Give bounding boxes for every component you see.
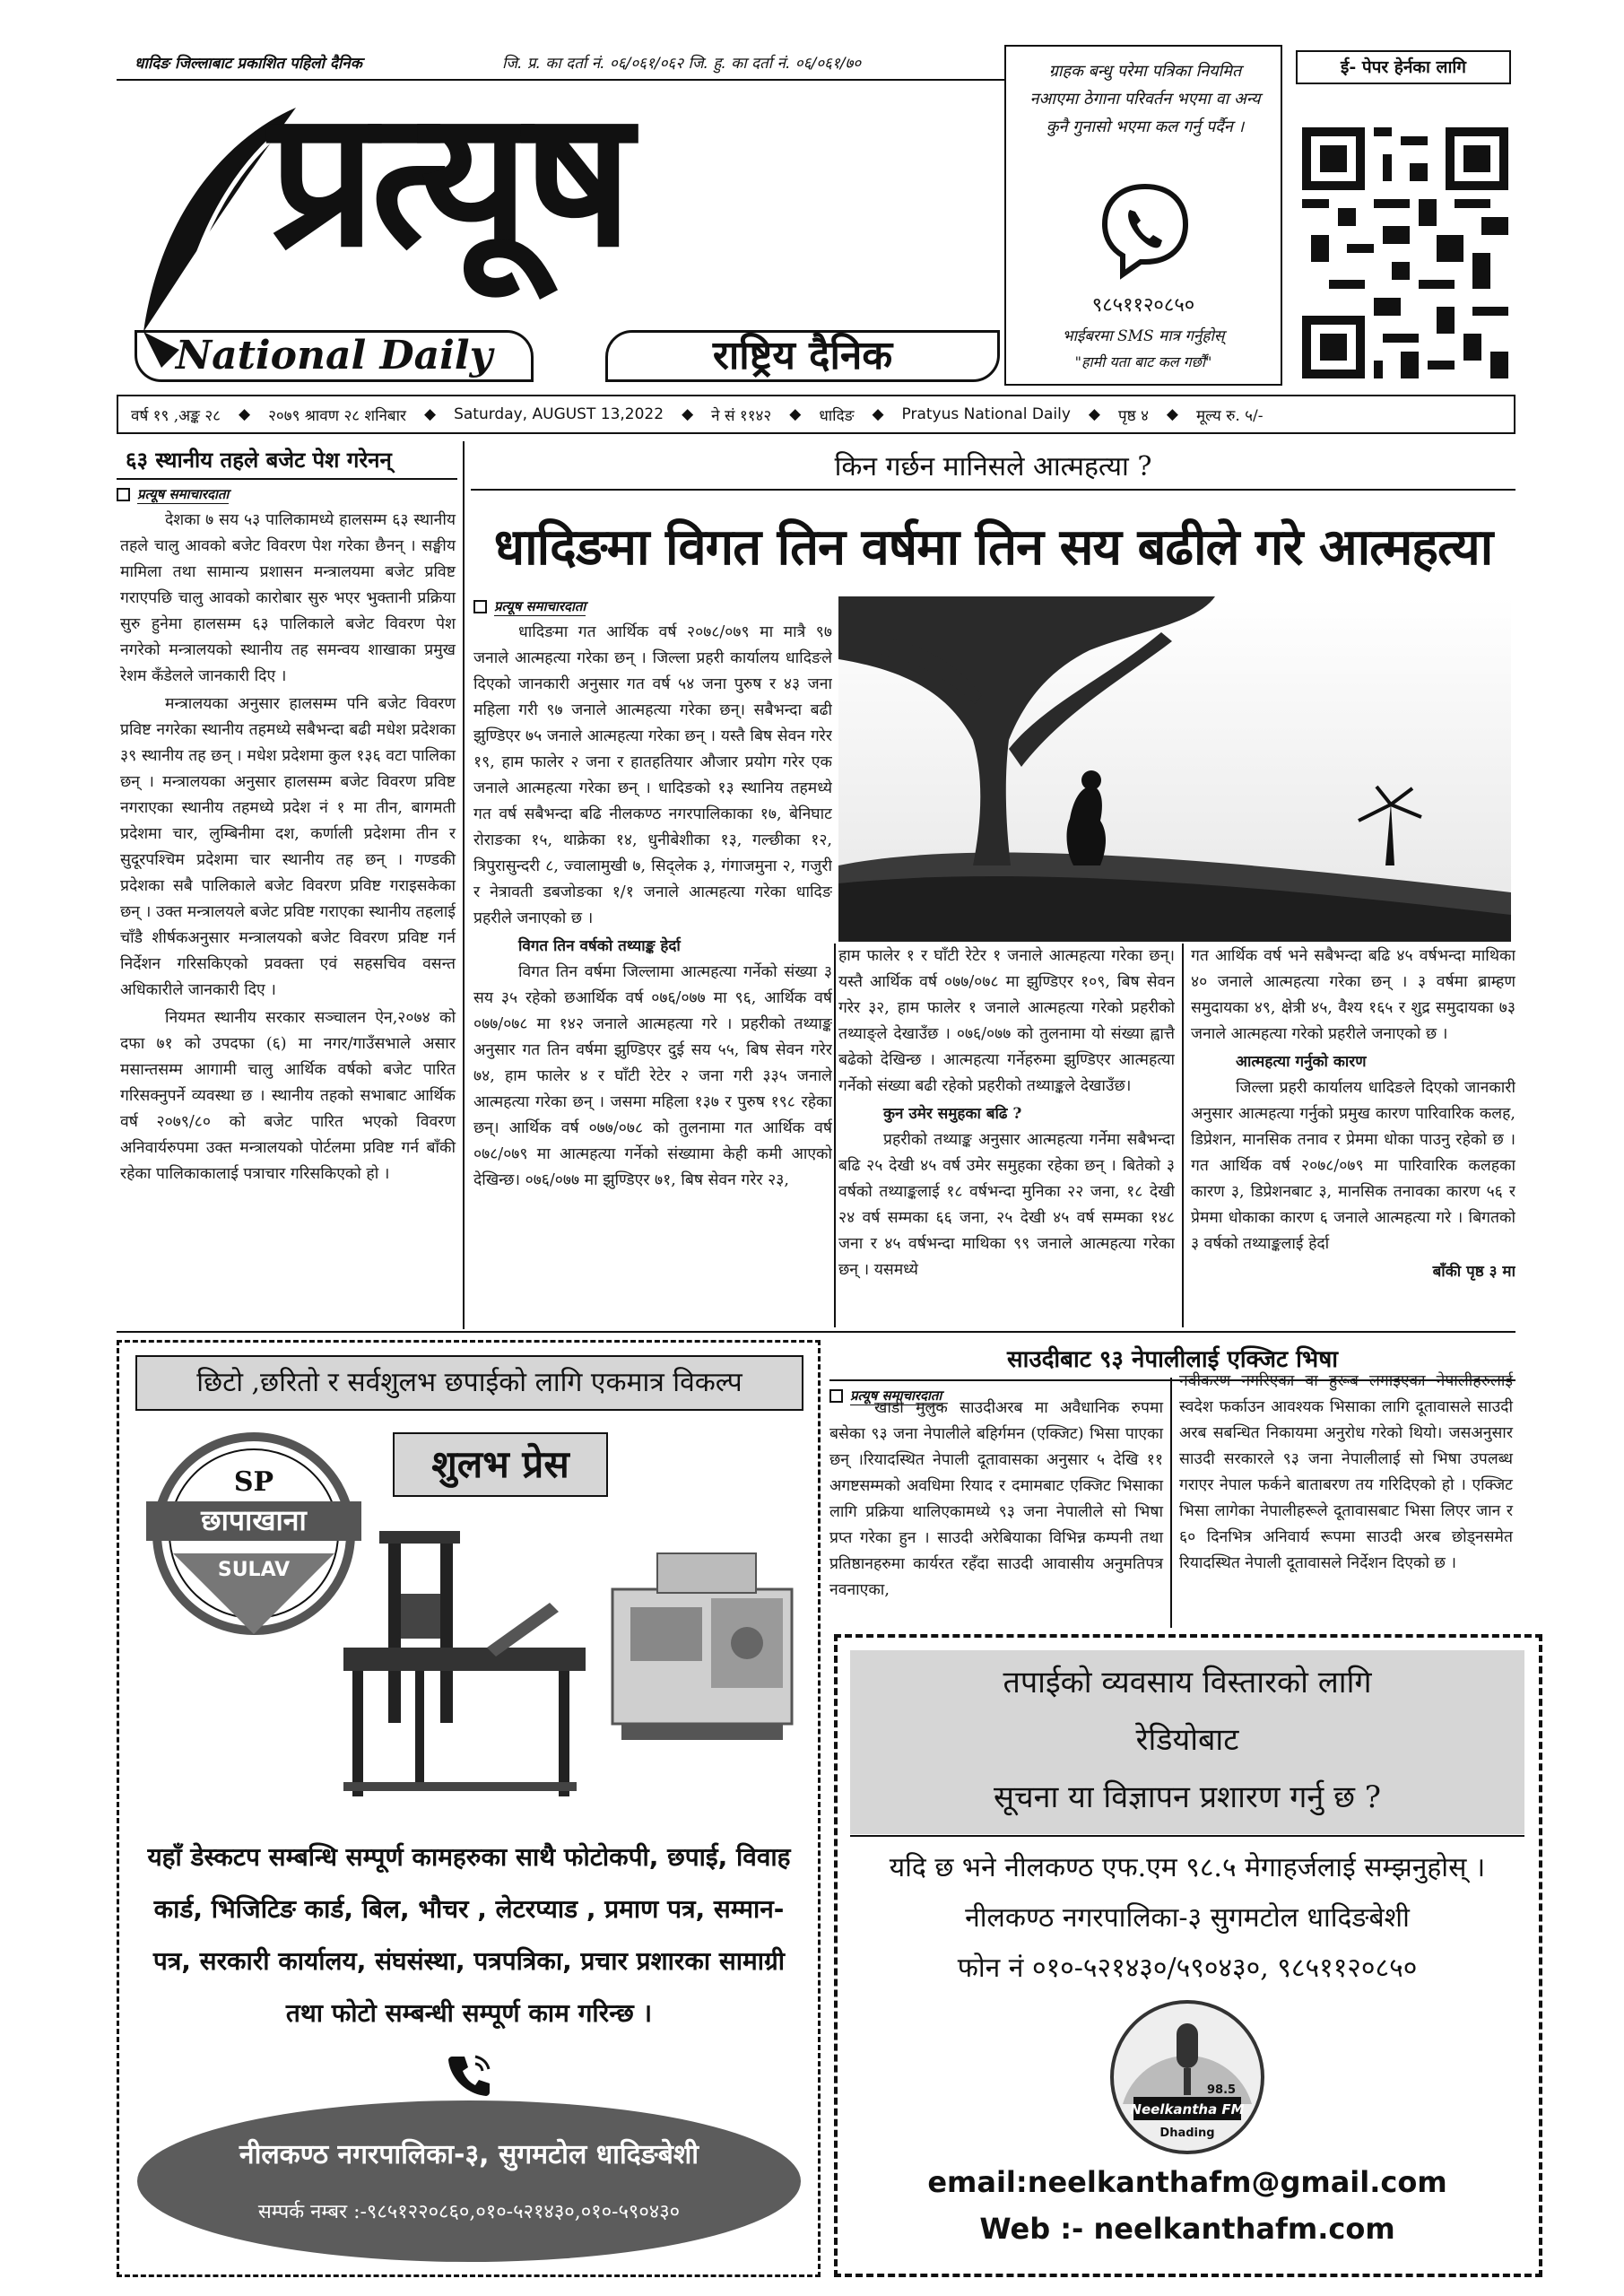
saudi-article-col2: नवीकरण नगरिएका वा हुरूब लगाइएका नेपालीहरुलाई स्वदेश फर्काउन आवश्यक भिसाका लागि दूतावासले साउदी अरब सबन्धित निकायमा अनुरोध गरेको थियो। जसअनुसार साउदी सरकारले ९३ जना नेपालीलाई सो भिषा उपलब्ध गराएर नेपाल फर्कने बाताबरण तय गरिदिएको हो । एक्जिट भिसा लागेका नेपालीहरूले दूतावासबाट भिसा लिएर जान र ६० दिनभित्र अनिवार्य रूपमा साउदी अरब छोड्नसमेत रियादस्थित नेपाली दूतावासले निर्देशन दिएको छ । — [1179, 1372, 1513, 1572]
main-article-col3 — [1191, 944, 1515, 1327]
main-paragraph: धादिङमा गत आर्थिक वर्ष २०७८/०७९ मा मात्रै ९७ जनाले आत्महत्या गरेका छन् । जिल्ला प्रहरी कार्यालय धादिङले दिएको जानकारी अनुसार गत वर्ष ५४ जना पुरुष र ४३ जना महिला गरी ९७ जनाले आत्महत्या गरेका छन्। सबैभन्दा बढी झुण्डिएर ७५ जनाले आत्महत्या गरेका छन् । यस्तै बिष सेवन गरेर १९, हाम फालेर २ जना र हातहतियार औजार प्रयोग गरेर एक जनाले आत्महत्या गरेका छन् । धादिङको १३ स्थानिय तहमध्ये गत वर्ष सबैभन्दा बढि नीलकण्ठ नगरपालिकाका १७, बेनिघाट रोराङका १५, थाक्रेका १४, धुनीबेशीका १३, गल्छीका १२, त्रिपुरासुन्दरी ८, ज्वालामुखी ७, सिद्लेक ३, गंगाजमुना २, गजुरी र नेत्रावती डबजोङका १/१ जनाले आत्महत्या गरेका धादिङ प्रहरीले जनाएको छ । — [473, 623, 832, 927]
radio-ad-line4: यदि छ भने नीलकण्ठ एफ.एम ९८.५ मेगाहर्जलाई सम्झनुहोस् । — [889, 1852, 1486, 1883]
main-subhead: विगत तिन वर्षको तथ्याङ्क हेर्दा — [518, 937, 681, 955]
masthead — [117, 45, 1004, 386]
radio-ad-email[interactable]: email:neelkanthafm@gmail.com — [927, 2165, 1447, 2199]
dateline-bar: वर्ष १९ ,अङ्क २८ ◆ २०७९ श्रावण २८ शनिबार ◆ Saturday, AUGUST 13,2022 ◆ ने सं ११४२ ◆ धादिङ ◆ Pratyus National Daily ◆ पृष्ठ ४ ◆ मूल्य रु. ५/- — [117, 395, 1515, 434]
volume-issue: वर्ष १९ ,अङ्क २८ — [131, 406, 221, 425]
radio-ad-line1: तपाईको व्यवसाय विस्तारको लागि — [1003, 1665, 1372, 1700]
main-paragraph: प्रहरीको तथ्याङ्क अनुसार आत्महत्या गर्नेमा सबैभन्दा बढि २५ देखी ४५ वर्ष उमेर समुहका रहेका छन् । बितेको ३ वर्षको तथ्याङ्कलाई १८ वर्षभन्दा मुनिका २२ जना, १८ देखी २४ वर्ष सम्मका ६६ जना, २५ देखी ४५ वर्ष सम्मका १४८ जना र ४५ वर्षभन्दा माथिका ९९ जनाले आत्महत्या गरेका छन् । यसमध्ये — [838, 1131, 1175, 1279]
radio-ad-line2: रेडियोबाट — [1135, 1722, 1239, 1758]
nepali-nameplate — [605, 330, 1000, 382]
ad-brand-box — [393, 1432, 608, 1497]
viber-sms-note: भाईबरमा SMS मात्र गर्नुहोस् — [1062, 327, 1225, 345]
price: मूल्य रु. ५/- — [1196, 406, 1264, 425]
saudi-article-byline: प्रत्यूष समाचारदाता — [829, 1387, 1515, 1405]
main-article-col1 — [473, 592, 832, 1327]
radio-fm-ad — [834, 1634, 1542, 2277]
continued-notice: बाँकी पृष्ठ ३ मा — [1432, 1263, 1515, 1281]
main-paragraph: गत आर्थिक वर्ष भने सबैभन्दा बढि ४५ वर्षभन्दा माथिका ४० जनाले आत्महत्या गरेका छन् । ३ वर्षमा ब्राम्हण समुदायका ४९, क्षेत्री ४५, वैश्य १६५ र शुद्र समुदायका ७३ जनाले आत्महत्या गरेको प्रहरीले जनाएको छ । — [1191, 947, 1515, 1043]
ad-contact-number: सम्पर्क नम्बर :-९८५१२२०८६०,०१०-५२१४३०,०१०-५९०४३० — [257, 2201, 681, 2223]
main-article-headline: धादिङमा विगत तिन वर्षमा तिन सय बढीले गरे आत्महत्या — [493, 518, 1493, 577]
main-article-kicker: किन गर्छन मानिसले आत्महत्या ? — [834, 451, 1152, 483]
top-left-note: धादिङ जिल्लाबाट प्रकाशित पहिलो दैनिक — [135, 55, 362, 73]
subscriber-info-box — [1004, 45, 1282, 386]
print-press-ad — [117, 1340, 821, 2277]
ad-description: यहाँ डेस्कटप सम्बन्धि सम्पूर्ण कामहरुका साथै फोटोकपी, छपाई, विवाह कार्ड, भिजिटिङ कार्ड, बिल, भौचर , लेटरप्याड , प्रमाण पत्र, सम्मान-पत्र, सरकारी कार्यालय, संघसंस्था, पत्रपत्रिका, प्रचार प्रशारका सामाग्री तथा फोटो सम्बन्धी सम्पूर्ण काम गरिन्छ । — [147, 1842, 791, 2028]
epaper-label-box — [1296, 50, 1511, 84]
english-date: Saturday, AUGUST 13,2022 — [454, 405, 664, 423]
viber-quote: "हामी यता बाट कल गर्छौं" — [1074, 353, 1212, 370]
main-subhead: कुन उमेर समुहका बढि ? — [883, 1105, 1022, 1123]
saudi-article-headline: साउदीबाट ९३ नेपालीलाई एक्जिट भिषा — [829, 1336, 1515, 1381]
viber-icon — [1096, 181, 1194, 280]
phone-icon — [447, 2051, 493, 2098]
left-article-headline: ६३ स्थानीय तहले बजेट पेश गरेनन् — [117, 441, 457, 480]
main-paragraph: जिल्ला प्रहरी कार्यालय धादिङले दिएको जानकारी अनुसार आत्महत्या गर्नुको प्रमुख कारण पारिवारिक कलह, डिप्रेशन, मानसिक तनाव र प्रेममा धोका पाउनु रहेको छ । गत आर्थिक वर्ष २०७८/०७९ मा पारिवारिक कलहका कारण ३, डिप्रेशनबाट ३, मानसिक तनावका कारण ५६ र प्रेममा धोकाका कारण ६ जनाले आत्महत्या गरे । बिगतको ३ वर्षको तथ्याङ्कलाई हेर्दा — [1191, 1079, 1515, 1253]
ad-tagline: छिटो ,छरितो र सर्वशुलभ छपाईको लागि एकमात्र विकल्प — [196, 1367, 743, 1398]
radio-ad-grey-panel — [850, 1650, 1524, 1834]
left-article-body — [117, 508, 457, 1187]
saudi-article — [829, 1336, 1515, 1628]
epaper-qr-code[interactable] — [1302, 127, 1508, 378]
logo-initials: SP — [233, 1466, 274, 1498]
radio-ad-line3: सूचना या विज्ञापन प्रशारण गर्नु छ ? — [994, 1779, 1381, 1815]
epaper-panel — [1282, 45, 1515, 386]
main-article-col2 — [838, 944, 1175, 1327]
offset-press-machine-image — [604, 1535, 805, 1751]
radio-ad-address: नीलकण्ठ नगरपालिका-३ सुगमटोल धादिङबेशी — [965, 1902, 1410, 1934]
left-article-byline: प्रत्यूष समाचारदाता — [117, 485, 457, 504]
lonely-woman-under-tree-photo — [838, 596, 1511, 942]
page-number: पृष्ठ ४ — [1118, 406, 1149, 425]
paper-name: Pratyus National Daily — [901, 405, 1071, 423]
main-paragraph: विगत तिन वर्षमा जिल्लामा आत्महत्या गर्नेको संख्या ३ सय ३५ रहेको छआर्थिक वर्ष ०७६/०७७ मा ९६, आर्थिक वर्ष ०७७/०७८ मा १४२ जनाले आत्महत्या गरे । प्रहरीको तथ्याङ्क अनुसार गत तिन वर्षमा झुण्डिएर दुई सय ५५, बिष सेवन गरेर ७४, हाम फालेर ४ र घाँटी रेटेर २ जना गरी ३३५ जनाले आत्महत्या गरेका छन् । जसमा महिला १३७ र पुरुष १९८ रहेका छन्। आर्थिक वर्ष ०७७/०७८ को तुलनामा गत आर्थिक वर्ष ०७८/०७९ मा आत्महत्या गर्नेको संख्यामा केही कमी आएको देखिन्छ। ०७६/०७७ मा झुण्डिएर ७१, बिष सेवन गरेर २३, — [473, 963, 832, 1189]
ad-tagline-box — [135, 1355, 803, 1411]
hand-press-machine-image — [326, 1513, 595, 1809]
radio-ad-website[interactable]: Web :- neelkanthafm.com — [979, 2212, 1395, 2246]
english-name: National Daily — [175, 333, 493, 378]
epaper-label: ई- पेपर हेर्नका लागि — [1341, 57, 1466, 77]
english-nameplate — [135, 330, 534, 382]
left-article-paragraph: नियमत स्थानीय सरकार सञ्चालन ऐन,२०७४ को दफा ७१ को उपदफा (६) मा नगर/गाउँसभाले असार मसान्तसम्म आगामी चालु आर्थिक वर्षको बजेट पारित गरिसक्नुपर्ने व्यवस्था छ । स्थानीय तहको सभाबाट आर्थिक वर्ष २०७९/८० को बजेट पारित भएको विवरण अनिवार्यरुपमा उक्त मन्त्रालयको पोर्टलमा प्रविष्ट गर्न बाँकी रहेका पालिकाकालाई पत्राचार गरिसकिएको हो । — [120, 1009, 456, 1183]
main-paragraph: हाम फालेर १ र घाँटी रेटेर १ जनाले आत्महत्या गरेका छन्। यस्तै आर्थिक वर्ष ०७७/०७८ मा झुण्डिएर १०९, बिष सेवन गरेर ३२, हाम फालेर १ जनाले आत्महत्या गरेको प्रहरीको तथ्याङ्ले देखाउँछ । ०७६/०७७ को तुलनामा यो संख्या ह्वात्तै बढेको देखिन्छ । आत्महत्या गर्नेहरुमा झुण्डिएर आत्महत्या गर्नेको संख्या बढी रहेको प्रहरीको तथ्याङ्कले देखाउँछ। — [838, 947, 1175, 1095]
left-article — [117, 441, 457, 1327]
nepali-name: राष्ट्रिय दैनिक — [712, 333, 893, 378]
masthead-title: प्रत्यूष — [269, 69, 628, 289]
issue-number: ने सं ११४२ — [711, 406, 772, 425]
logo-text: छापाखाना — [201, 1503, 307, 1537]
viber-number: ९८५११२०८५० — [1091, 294, 1195, 317]
registration-number: जि. प्र. का दर्ता नं. ०६/०६१/०६२ जि. हु. का दर्ता नं. ०६/०६१/७० — [502, 55, 862, 73]
fm-name: Neelkantha FM — [1130, 2101, 1245, 2118]
ad-contact-oval — [137, 2100, 801, 2262]
ad-brand: शुलभ प्रेस — [431, 1442, 569, 1486]
main-article-byline: प्रत्यूष समाचारदाता — [473, 597, 832, 616]
location: धादिङ — [819, 406, 855, 425]
left-article-paragraph: देशका ७ सय ५३ पालिकामध्ये हालसम्म ६३ स्थानीय तहले चालु आवको बजेट विवरण पेश गरेका छैनन् । सङ्घीय मामिला तथा सामान्य प्रशासन मन्त्रालयमा बजेट प्रविष्ट गराएपछि चालु आवको कारोबार सुरु भएर भुक्तानी प्रक्रिया सुरु हुनेमा हालसम्म ६३ पालिकाले बजेट विवरण पेश नगरेको मन्त्रालयको स्थानीय तह समन्वय शाखाका प्रमुख रेशम कँडेलले जानकारी दिए । — [120, 511, 456, 685]
neelkantha-fm-logo — [1107, 1996, 1268, 2158]
left-article-paragraph: मन्त्रालयका अनुसार हालसम्म पनि बजेट विवरण प्रविष्ट नगरेका स्थानीय तहमध्ये सबैभन्दा बढी मधेश प्रदेशका ३९ स्थानीय तह छन् । मधेश प्रदेशमा कुल १३६ वटा पालिका छन् । मन्त्रालयका अनुसार हालसम्म बजेट विवरण प्रविष्ट नगराएका स्थानीय तहमध्ये प्रदेश नं १ मा तीन, बागमती प्रदेशमा चार, लुम्बिनीमा दश, कर्णाली प्रदेशमा तीन र सुदूरपश्चिम प्रदेशमा चार स्थानीय तह छन् । गण्डकी प्रदेशका सबै पालिकाले बजेट विवरण प्रविष्ट गराइसकेका छन् । उक्त मन्त्रालयले बजेट प्रविष्ट गराएका स्थानीय तहलाई चाँडै शीर्षकअनुसार मन्त्रालयको बजेट विवरण प्रविष्ट गर्न निर्देशन गरिसकिएको प्रवक्ता एवं सहसचिव वसन्त अधिकारीले जानकारी दिए । — [120, 695, 456, 999]
fm-frequency: 98.5 — [1207, 2083, 1237, 2097]
saudi-article-col1: खाडी मुलुक साउदीअरब मा अवैधानिक रुपमा बसेका ९३ जना नेपालीले बहिर्गमन (एक्जिट) भिसा पाएका छन् ।रियादस्थित नेपाली दूतावासका अनुसार ५ देखि ११ अगष्टसम्मको अवधिमा रियाद र दमामबाट एक्जिट भिसाका लागि प्रक्रिया थालिएकामध्ये ९३ जना नेपालीले सो भिषा प्रप्त गरेका हुन । साउदी अरेबियाका विभिन्न कम्पनी तथा प्रतिष्ठानहरुमा कार्यरत रहँदा साउदी आवासीय अनुमतिपत्र नवनाएका, — [829, 1399, 1163, 1599]
radio-ad-phone: फोन नं ०१०-५२१४३०/५९०४३०, ९८५११२०८५० — [957, 1952, 1418, 1984]
logo-sub: SULAV — [217, 1559, 291, 1581]
subscriber-note: ग्राहक बन्धु परेमा पत्रिका नियमित नआएमा ठेगाना परिवर्तन भएमा वा अन्य कुनै गुनासो भएमा कल गर्नु पर्दैन । — [1029, 62, 1261, 136]
main-subhead: आत्महत्या गर्नुको कारण — [1236, 1053, 1367, 1071]
nepali-date: २०७९ श्रावण २८ शनिबार — [268, 406, 406, 425]
fm-place: Dhading — [1159, 2126, 1215, 2140]
ad-address: नीलकण्ठ नगरपालिका-३, सुगमटोल धादिङबेशी — [239, 2139, 699, 2170]
